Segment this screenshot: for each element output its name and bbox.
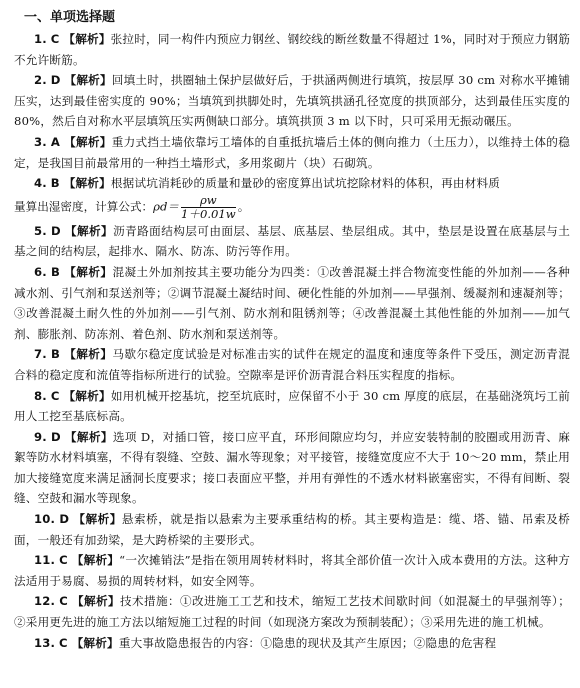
item-number: 12. (34, 594, 56, 609)
analysis-tag: 【解析】 (72, 594, 121, 609)
item-text: 沥青路面结构层可由面层、基层、底基层、垫层组成。其中，垫层是设置在底基层与土基之间的结构层，起排水、隔水、防冻、防污等作用。 (14, 223, 570, 259)
fraction-denominator: 1＋0.01w (180, 206, 236, 221)
answer-item-8 (14, 386, 570, 427)
item-answer: C (59, 635, 68, 650)
item-answer: B (51, 264, 61, 279)
item-text: 根据试坑消耗砂的质量和量砂的密度算出试坑挖除材料的体积，再由材料质 (110, 176, 501, 191)
item-answer: C (59, 594, 68, 609)
answer-item-13 (14, 633, 570, 654)
analysis-tag: 【解析】 (71, 553, 120, 568)
item-number: 7. (34, 347, 47, 362)
item-text: 回填土时，拱圈轴土保护层做好后，于拱涵两侧进行填筑，按层厚 30 cm 对称水平摊铺压实，达到最佳密实度的 90%；当填筑到拱脚处时，先填筑拱涵孔径宽度的拱顶部分，达到最佳压实度的 80%，然后自对称水平层填筑压实两侧缺口部分。填筑拱顶 3 m 以下时，只可采用无振动碾压。 (14, 73, 570, 129)
item-number: 2. (34, 73, 47, 88)
answer-item-11 (14, 550, 570, 591)
fraction-numerator: ρw (181, 194, 236, 208)
item-text: 技术措施：①改进施工工艺和技术，缩短工艺技术间歇时间（如混凝土的早强剂等）；②采用更先进的施工方法以缩短施工过程的时间（如现浇方案改为预制装配）；③采用先进的施工机械。 (14, 594, 570, 630)
analysis-tag: 【解析】 (64, 134, 112, 149)
item-answer: A (50, 134, 61, 149)
item-text: “一次摊销法”是指在领用周转材料时，将其全部价值一次计入成本费用的方法。这种方法适用于易腐、易损的周转材料，如安全网等。 (14, 553, 570, 588)
item-answer: D (51, 223, 61, 238)
answer-item-7 (14, 344, 570, 385)
analysis-tag: 【解析】 (64, 264, 113, 279)
item-text: 选项 D，对插口管，接口应平直，环形间隙应均匀，并应安装特制的胶圈或用沥青、麻絮等防水材料填塞，不得有裂缝、空鼓、漏水等现象；对平接管，接缝宽度应不大于 10～20 mm，禁止用加大接缝宽度来满足涵洞长度要求；接口表面应平整，并用有弹性的不透水材料嵌塞密实，不得有间断、裂缝、空鼓和漏水等现象。 (14, 429, 571, 506)
item-answer: B (50, 176, 60, 191)
answer-item-1 (14, 29, 570, 70)
item-number: 1. (34, 32, 47, 46)
item-text: 张拉时，同一构件内预应力钢丝、钢绞线的断丝数量不得超过 1%，同时对于预应力钢筋不允许断筋。 (14, 32, 570, 67)
item-answer: C (50, 32, 60, 46)
item-answer: D (50, 429, 61, 444)
analysis-tag: 【解析】 (71, 635, 119, 650)
analysis-tag: 【解析】 (64, 73, 112, 88)
item-number: 5. (34, 223, 47, 238)
item-number: 6. (34, 264, 47, 279)
section-title: 一、单项选择题 (24, 10, 116, 25)
item-number: 8. (34, 388, 47, 403)
item-answer: C (50, 388, 60, 403)
item-number: 10. (34, 512, 56, 527)
item-answer: C (59, 553, 68, 568)
item-number: 4. (34, 176, 47, 191)
item-text: 如用机械开挖基坑，挖至坑底时，应保留不小于 30 cm 厚度的底层，在基础浇筑圬工前用人工挖至基底标高。 (14, 388, 570, 424)
answer-item-10 (14, 509, 570, 550)
formula-lhs: ρd＝ (153, 199, 179, 214)
answer-item-3 (14, 132, 570, 173)
answer-item-12 (14, 591, 570, 632)
item-text: 悬索桥，就是指以悬索为主要承重结构的桥。其主要构造是：缆、塔、锚、吊索及桥面，一般还有加劲梁，是大跨桥梁的主要形式。 (14, 512, 570, 547)
analysis-tag: 【解析】 (64, 347, 113, 362)
item-text: 马歇尔稳定度试验是对标准击实的试件在规定的温度和速度等条件下受压，测定沥青混合料的稳定度和流值等指标所进行的试验。空隙率是评价沥青混合料压实程度的指标。 (14, 347, 570, 382)
item-number: 11. (34, 553, 56, 568)
item-text: 重大事故隐患报告的内容：①隐患的现状及其产生原因；②隐患的危害程 (118, 635, 497, 650)
item-number: 9. (34, 429, 47, 444)
item-answer: D (59, 512, 70, 527)
analysis-tag: 【解析】 (73, 512, 122, 527)
formula-intro: 量算出湿密度，计算公式： (14, 199, 154, 214)
density-fraction (181, 194, 236, 221)
analysis-tag: 【解析】 (63, 32, 111, 46)
item-number: 3. (34, 134, 47, 149)
answer-item-9 (14, 427, 570, 509)
answer-item-4 (14, 173, 570, 194)
analysis-tag: 【解析】 (64, 429, 113, 444)
formula-end: 。 (237, 199, 250, 214)
item-text: 重力式挡土墙依靠圬工墙体的自重抵抗墙后土体的侧向推力（土压力），以维持土体的稳定，是我国目前最常用的一种挡土墙形式，多用浆砌片（块）石砌筑。 (14, 134, 570, 170)
analysis-tag: 【解析】 (64, 223, 114, 238)
item-answer: B (51, 347, 61, 362)
analysis-tag: 【解析】 (63, 388, 111, 403)
analysis-tag: 【解析】 (63, 176, 111, 191)
item-answer: D (50, 73, 61, 88)
answer-item-5 (14, 221, 570, 262)
item-number: 13. (34, 635, 56, 650)
answer-item-2 (14, 70, 570, 132)
item-text: 混凝土外加剂按其主要功能分为四类：①改善混凝土拌合物流变性能的外加剂——各种减水剂、引气剂和泵送剂等；②调节混凝土凝结时间、硬化性能的外加剂——早强剂、缓凝剂和速凝剂等；③改善混凝土耐久性的外加剂——引气剂、防水剂和阻锈剂等；④改善混凝土其他性能的外加剂——加气剂、膨胀剂、防冻剂、着色剂、防水剂和泵送剂等。 (14, 264, 570, 341)
density-formula-line (14, 194, 570, 221)
answer-item-6 (14, 262, 570, 344)
